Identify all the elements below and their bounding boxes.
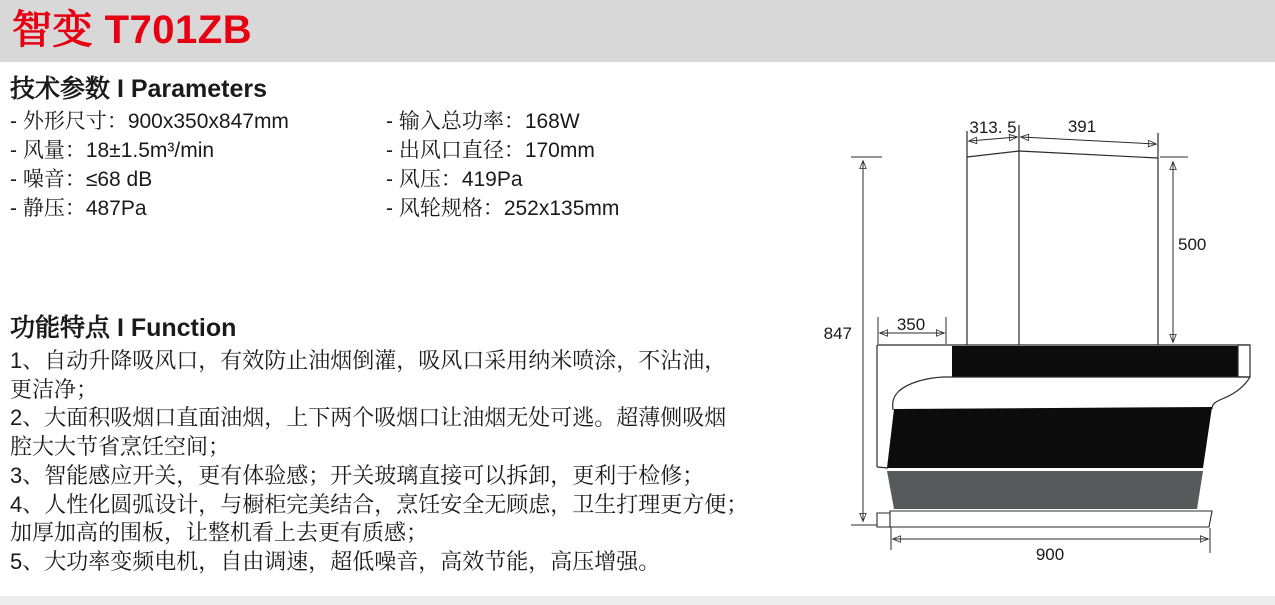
hood-gray-band: [887, 471, 1203, 509]
parameter-item: - 风轮规格：252x135mm: [386, 197, 620, 220]
feature-line: 2、大面积吸烟口直面油烟，上下两个吸烟口让油烟无处可逃。超薄侧吸烟: [10, 405, 727, 431]
dim-350-label: 350: [896, 315, 926, 334]
back-wall-foot-line: [877, 467, 888, 468]
chimney-top-edge: [967, 151, 1158, 158]
hood-front-panel: [887, 407, 1212, 468]
feature-line: 加厚加高的围板，让整机看上去更有质感；: [10, 520, 429, 546]
parameter-item: - 出风口直径：170mm: [386, 139, 595, 162]
parameters-heading: 技术参数 I Parameters: [10, 75, 268, 103]
parameter-item: - 风量：18±1.5m³/min: [10, 139, 215, 162]
dim-391-line: [1021, 137, 1156, 144]
parameter-item: - 静压：487Pa: [10, 197, 147, 220]
hood-plinth-step: [877, 513, 890, 527]
hood-right-cap: [1238, 345, 1250, 377]
dim-500-label: 500: [1178, 235, 1207, 254]
bottom-edge-strip: [0, 596, 1275, 605]
dim-847-label: 847: [823, 324, 852, 343]
feature-line: 4、人性化圆弧设计，与橱柜完美结合，烹饪安全无顾虑，卫生打理更方便；: [10, 491, 749, 517]
hood-plinth: [890, 511, 1212, 527]
feature-line: 3、智能感应开关，更有体验感；开关玻璃直接可以拆卸，更利于检修；: [10, 462, 705, 488]
hood-top-band: [952, 346, 1238, 377]
dim-313-label: 313. 5: [969, 118, 1017, 137]
parameter-item: - 输入总功率：168W: [386, 110, 580, 133]
dim-313-line: [969, 137, 1017, 141]
feature-line: 更洁净；: [10, 376, 99, 402]
hood-left-curve: [893, 377, 943, 410]
dim-900-label: 900: [1035, 545, 1065, 564]
function-heading: 功能特点 I Function: [10, 314, 237, 342]
hood-right-sweep: [1212, 377, 1250, 409]
dim-391-label: 391: [1067, 117, 1097, 136]
feature-line: 5、大功率变频电机，自由调速，超低噪音，高效节能，高压增强。: [10, 548, 661, 574]
feature-line: 1、自动升降吸风口，有效防止油烟倒灌，吸风口采用纳米喷涂，不沾油，: [10, 348, 727, 373]
parameter-item: - 风压：419Pa: [386, 168, 523, 191]
feature-line: 腔大大节省烹饪空间；: [10, 434, 231, 460]
product-title: 智变 T701ZB: [12, 8, 253, 52]
parameter-item: - 外形尺寸：900x350x847mm: [10, 110, 289, 133]
parameter-item: - 噪音：≤68 dB: [10, 168, 153, 191]
